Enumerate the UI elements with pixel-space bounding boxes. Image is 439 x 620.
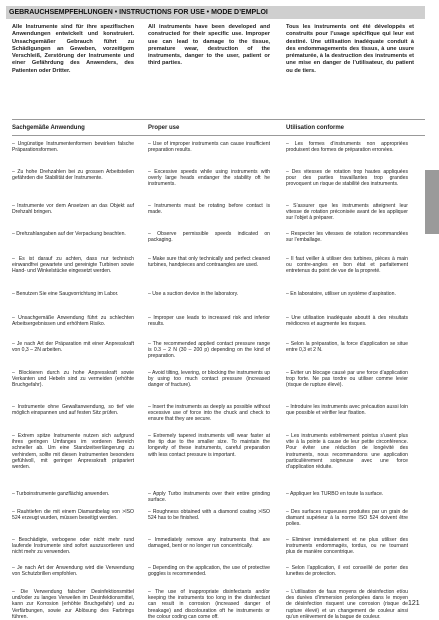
- list-item: – Roughness obtained with a diamond coating >ISO 524 has to be finished.: [148, 509, 270, 522]
- list-item: – Excessive speeds while using instruments with overly large heads endanger the stability oft he instruments.: [148, 169, 270, 188]
- list-item: – Instruments must be rotating before contact is made.: [148, 203, 270, 216]
- list-item: – Beschädigte, verbogene oder nicht mehr rund laufende Instrumente sind sofort auszusortieren und nicht mehr zu verwenden.: [12, 537, 134, 556]
- list-item: – Benutzen Sie eine Saugvorrichtung im Labor.: [12, 291, 119, 297]
- list-item: – Extremely tapered instruments will wear faster at the tip due to the smaller size. To maintain the longevity of these instruments, careful preparation with less contact pressure is important.: [148, 433, 270, 458]
- list-item: – Use a suction device in the laboratory.: [148, 291, 239, 297]
- list-item: – The recommended applied contact pressure range is 0.3 – 2 N (30 – 200 p) depending on the kind of preparation.: [148, 341, 270, 360]
- list-item: – Une utilisation inadéquate aboutit à des résultats médiocres et augmente les risques.: [286, 315, 408, 328]
- list-item: – L’utilisation de faux moyens de désinfection et/ou des durées d’immersion prolongées dans le moyen de désinfection risquent une corrosion (risque de rupture élevé) et un changement de couleur ainsi qu’un enlèvement de la bague de couleur.: [286, 589, 408, 620]
- list-item: – Instrumente ohne Gewaltanwendung, so tief wie möglich einspannen und auf festen Sitz prüfen.: [12, 404, 134, 417]
- list-item: – Je nach Art der Präparation mit einer Anpresskraft von 0,3 – 2N arbeiten.: [12, 341, 134, 354]
- list-item: – Use of improper instruments can cause insufficient preparation results.: [148, 141, 270, 154]
- list-item: – Extrem spitze Instrumente nutzen sich aufgrund ihres geringen Umfanges im vorderen Bereich schneller ab. Um eine Standzeitverlängerung zu verhindern, sollte mit diesen Instrumenten besonders gefühlvoll, mit geringer Anpresskraft präpariert werden.: [12, 433, 134, 471]
- list-item: – Des surfaces rugueuses produites par un grain de diamant supérieur à la norme ISO 524 doivent être polies.: [286, 509, 408, 528]
- list-item: – Appliquer les TURBO en toute la surface.: [286, 491, 384, 497]
- list-item: – Zu hohe Drehzahlen bei zu grossen Arbeitsteilen gefährden die Stabilität der Instrumente.: [12, 169, 134, 182]
- list-item: – Je nach Art der Anwendung wird die Verwendung von Schutzbrillen empfohlen.: [12, 565, 134, 578]
- list-item: – Es ist darauf zu achten, dass nur technisch einwandfrei gewartete und gereinigte Turbinen sowie Hand- und Winkelstücke eingesetzt werden.: [12, 256, 134, 275]
- list-item: – Improper use leads to increased risk and inferior results.: [148, 315, 270, 328]
- list-item: – Unsachgemäße Anwendung führt zu schlechten Arbeitsergebnissen und erhöhtem Risiko.: [12, 315, 134, 328]
- list-item: – Des vitesses de rotation trop hautes appliquées pour des parties travaillantes trop grandes provoquent un risque de stabilité des instruments.: [286, 169, 408, 188]
- subhead-fr: Utilisation conforme: [286, 125, 345, 131]
- divider-top: [12, 119, 425, 120]
- list-item: – Eliminer immédiatement et ne plus utiliser des instruments endommagés, tordus, ou ne tournant plus de manière concentrique.: [286, 537, 408, 556]
- list-item: – Blockieren durch zu hohe Anpresskraft sowie Verkanten und Hebeln sind zu vermeiden (erhöhte Bruchgefahr).: [12, 370, 134, 389]
- intro-en: All instruments have been developed and constructed for their specific use. Improper use can lead to damage to the tissue, premature wear, destruction of the instruments, danger to the user, patient or third parties.: [148, 24, 270, 67]
- divider-subhead: [12, 135, 425, 136]
- list-item: – Make sure that only technically and perfect cleaned turbines, handpieces and contraangles are used.: [148, 256, 270, 269]
- subhead-en: Proper use: [148, 125, 180, 131]
- list-item: – Avoid tilting, levering, or blocking the instruments up by using too much contact pressure (increased danger of fracture).: [148, 370, 270, 389]
- list-item: – Selon l’application, il est conseillé de porter des lunettes de protection.: [286, 565, 408, 578]
- intro-de: Alle Instrumente sind für ihre spezifischen Anwendungen entwickelt und konstruiert. Unsachgemäßer Gebrauch führt zu Schädigungen an Geweben, vorzeitigem Verschleiß, Zerstörung der Instrumente und einer Gefährdung des Anwenders, des Patienten oder Dritter.: [12, 24, 134, 74]
- list-item: – S’assurer que les instruments atteignent leur vitesse de rotation préconisée avant de les appliquer sur l’objet à préparer.: [286, 203, 408, 222]
- list-item: – En laboratoire, utiliser un système d’aspiration.: [286, 291, 396, 297]
- list-item: – Immediately remove any instruments that are damaged, bent or no longer run concentrically.: [148, 537, 270, 550]
- subhead-de: Sachgemäße Anwendung: [12, 125, 85, 131]
- list-item: – Observe permissible speeds indicated on packaging.: [148, 231, 270, 244]
- list-item: – Les formes d’instruments non appropriées produisent des formes de préparation erronées.: [286, 141, 408, 154]
- list-item: – Selon la préparation, la force d’application se situe entre 0,3 et 2 N.: [286, 341, 408, 354]
- list-item: – Insert the instruments as deeply as possible without excessive use of force into the chuck and check to ensure that they are secure.: [148, 404, 270, 423]
- page-header: GEBRAUCHSEMPFEHLUNGEN • INSTRUCTIONS FOR USE • MODE D’EMPLOI: [6, 6, 425, 19]
- list-item: – Die Verwendung falscher Desinfektionsmittel und/oder zu langes Verweilen im Desinfektionsmittel, kann zur Korrosion (erhöhte Bruchgefahr) und zu Verfärbungen, sowie zur Ablösung des Farbrings führen.: [12, 589, 134, 620]
- list-item: – The use of inappropriate disinfectants and/or keeping the instruments too long in the disinfectant can result in corrosion (increased danger of breakage) and discolouration oft he instruments or the colour coding can come off.: [148, 589, 270, 620]
- section-tab-marker: [425, 170, 439, 234]
- list-item: – Drehzahlangaben auf der Verpackung beachten.: [12, 231, 126, 237]
- list-item: – Introduire les instruments avec précaution aussi loin que possible et vérifier leur fixation.: [286, 404, 408, 417]
- list-item: – Respecter les vitesses de rotation recommandées sur l’emballage.: [286, 231, 408, 244]
- list-item: – Instrumente vor dem Ansetzen an das Objekt auf Drehzahl bringen.: [12, 203, 134, 216]
- page-number: 121: [408, 600, 420, 607]
- list-item: – Apply Turbo instruments over their entire grinding surface.: [148, 491, 270, 504]
- list-item: – Ungünstige Instrumentenformen bewirken falsche Präparationsformen.: [12, 141, 134, 154]
- list-item: – Eviter un blocage causé par une force d’application trop forte. Ne pas tordre ou utiliser comme levier (risque de rupture élevé).: [286, 370, 408, 389]
- intro-fr: Tous les instruments ont été développés et construits pour l’usage spécifique qui leur est destiné. Une utilisation inadéquate conduit à des endommagements des tissus, à une usure prématurée, à la destruction des instruments et une mise en danger de l’utilisateur, du patient ou de tiers.: [286, 24, 414, 74]
- list-item: – Les instruments extrêmement pointus s’usent plus vite à la pointe à cause de leur petite circonférence. Pour éviter une réduction de longévité des instruments, nous recommandons une application particulièrement soigneuse avec une force d’application réduite.: [286, 433, 408, 471]
- list-item: – Turboinstrumente ganzflächig anwenden.: [12, 491, 110, 497]
- list-item: – Il faut veiller à utiliser des turbines, pièces à main ou contre-angles en bon état et parfaitement entretenus du point de vue de la propreté.: [286, 256, 408, 275]
- list-item: – Rauhtiefen die mit einem Diamantbelag von >ISO 524 erzeugt wurden, müssen beseitigt werden.: [12, 509, 134, 522]
- list-item: – Depending on the application, the use of protective goggles is recommended.: [148, 565, 270, 578]
